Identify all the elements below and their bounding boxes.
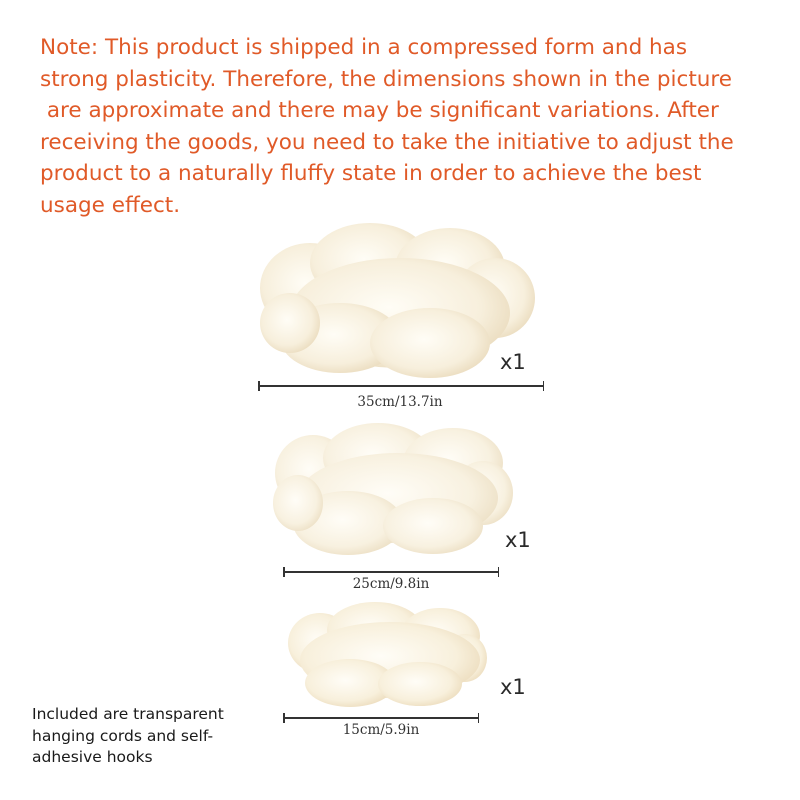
note-line: receiving the goods, you need to take the initiative to adjust the [40, 129, 734, 155]
note-line: Note: This product is shipped in a compressed form and has [40, 35, 688, 60]
quantity-label: x1 [500, 675, 526, 699]
quantity-label: x1 [500, 350, 526, 374]
dimension-label: 35cm/13.7in [357, 394, 443, 410]
included-accessories-text [32, 704, 262, 769]
quantity-label: x1 [505, 528, 531, 552]
shipping-note [40, 32, 790, 221]
note-line: usage effect. [40, 192, 181, 218]
note-line: are approximate and there may be significant variations. After [40, 98, 719, 123]
included-line: Included are transparent [32, 705, 224, 723]
included-line: adhesive hooks [32, 748, 153, 766]
dimension-ruler [258, 381, 544, 391]
note-line: strong plasticity. Therefore, the dimensions shown in the picture [40, 66, 732, 92]
dimension-label: 15cm/5.9in [342, 722, 420, 738]
included-line: hanging cords and self- [32, 726, 214, 745]
cloud-small-image [280, 598, 490, 713]
note-line: product to a naturally fluffy state in order to achieve the best [40, 161, 702, 186]
cloud-large-image [250, 218, 540, 388]
cloud-medium-image [268, 418, 518, 563]
dimension-label: 25cm/9.8in [352, 576, 430, 592]
